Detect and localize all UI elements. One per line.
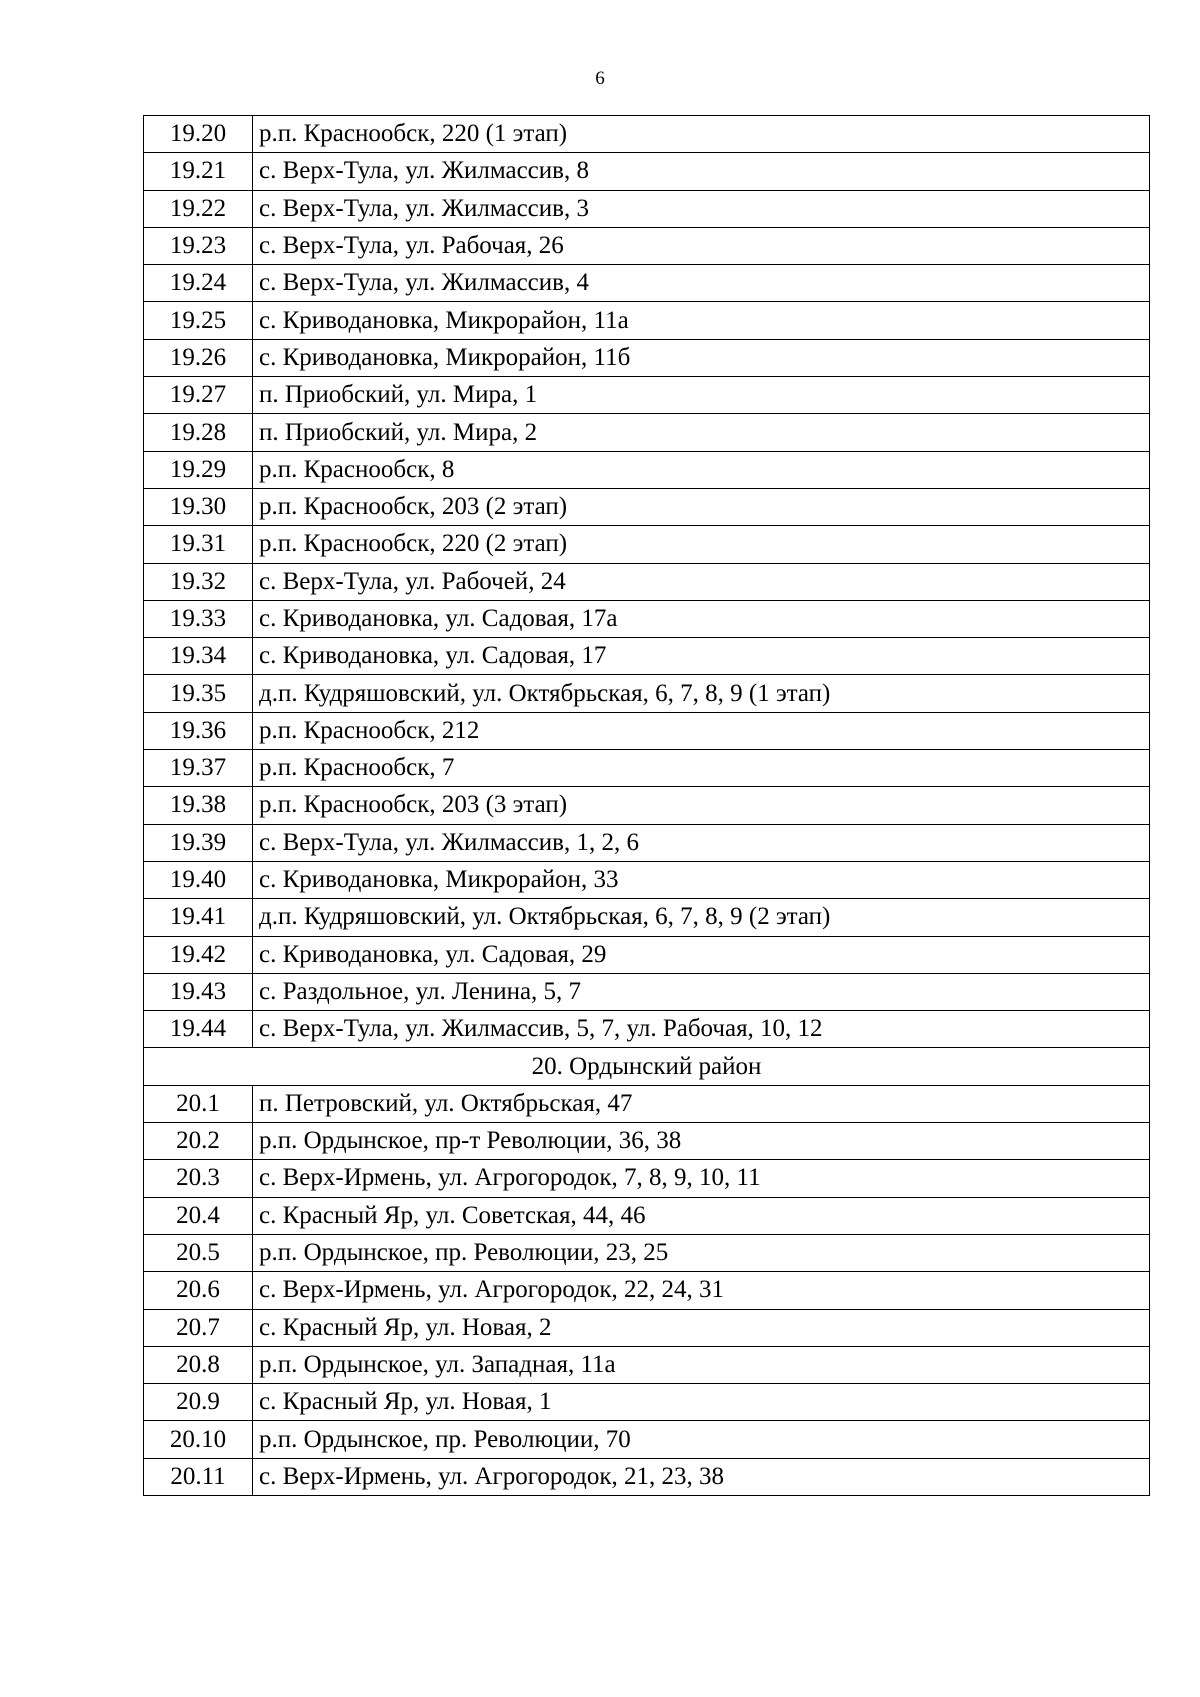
row-number: 20.6 xyxy=(144,1272,253,1309)
table-row xyxy=(144,973,1150,1010)
row-number: 19.39 xyxy=(144,824,253,861)
row-number: 20.9 xyxy=(144,1384,253,1421)
table-row xyxy=(144,526,1150,563)
row-address: р.п. Краснообск, 8 xyxy=(253,451,1150,488)
table-row xyxy=(144,451,1150,488)
row-address: с. Красный Яр, ул. Новая, 2 xyxy=(253,1309,1150,1346)
row-address: с. Верх-Тула, ул. Жилмассив, 4 xyxy=(253,265,1150,302)
row-address: р.п. Краснообск, 212 xyxy=(253,712,1150,749)
row-number: 19.26 xyxy=(144,339,253,376)
row-address: п. Приобский, ул. Мира, 2 xyxy=(253,414,1150,451)
row-address: с. Верх-Тула, ул. Жилмассив, 5, 7, ул. Рабочая, 10, 12 xyxy=(253,1011,1150,1048)
table-row xyxy=(144,861,1150,898)
row-number: 19.37 xyxy=(144,750,253,787)
row-address: р.п. Краснообск, 220 (1 этап) xyxy=(253,116,1150,153)
table-row xyxy=(144,1160,1150,1197)
row-number: 19.29 xyxy=(144,451,253,488)
row-address: с. Верх-Тула, ул. Жилмассив, 3 xyxy=(253,190,1150,227)
row-address: р.п. Ордынское, пр. Революции, 70 xyxy=(253,1421,1150,1458)
row-number: 19.21 xyxy=(144,153,253,190)
row-address: с. Криводановка, Микрорайон, 11б xyxy=(253,339,1150,376)
table-row xyxy=(144,339,1150,376)
row-number: 19.20 xyxy=(144,116,253,153)
row-number: 19.41 xyxy=(144,899,253,936)
table-row xyxy=(144,1011,1150,1048)
section-title: 20. Ордынский район xyxy=(144,1048,1150,1085)
table-row xyxy=(144,936,1150,973)
row-address: с. Верх-Тула, ул. Рабочая, 26 xyxy=(253,227,1150,264)
row-number: 20.7 xyxy=(144,1309,253,1346)
row-number: 20.4 xyxy=(144,1197,253,1234)
row-address: с. Красный Яр, ул. Советская, 44, 46 xyxy=(253,1197,1150,1234)
row-number: 19.28 xyxy=(144,414,253,451)
row-number: 19.42 xyxy=(144,936,253,973)
row-number: 20.2 xyxy=(144,1123,253,1160)
row-number: 19.32 xyxy=(144,563,253,600)
row-number: 19.38 xyxy=(144,787,253,824)
table-row xyxy=(144,750,1150,787)
row-number: 20.3 xyxy=(144,1160,253,1197)
table-row xyxy=(144,899,1150,936)
table-row xyxy=(144,600,1150,637)
table-row xyxy=(144,1197,1150,1234)
row-address: с. Криводановка, Микрорайон, 33 xyxy=(253,861,1150,898)
table-row xyxy=(144,116,1150,153)
row-address: с. Криводановка, ул. Садовая, 17а xyxy=(253,600,1150,637)
row-address: р.п. Краснообск, 220 (2 этап) xyxy=(253,526,1150,563)
table-row xyxy=(144,563,1150,600)
table-row xyxy=(144,1309,1150,1346)
row-address: с. Верх-Ирмень, ул. Агрогородок, 7, 8, 9, 10, 11 xyxy=(253,1160,1150,1197)
row-number: 19.34 xyxy=(144,638,253,675)
row-number: 19.36 xyxy=(144,712,253,749)
row-number: 19.43 xyxy=(144,973,253,1010)
row-address: с. Криводановка, ул. Садовая, 29 xyxy=(253,936,1150,973)
table-row xyxy=(144,153,1150,190)
table-row xyxy=(144,1458,1150,1495)
row-number: 19.31 xyxy=(144,526,253,563)
row-number: 19.22 xyxy=(144,190,253,227)
row-address: р.п. Краснообск, 203 (3 этап) xyxy=(253,787,1150,824)
table-row xyxy=(144,227,1150,264)
table-row xyxy=(144,1346,1150,1383)
table-row xyxy=(144,638,1150,675)
row-address: с. Верх-Ирмень, ул. Агрогородок, 22, 24, 31 xyxy=(253,1272,1150,1309)
section-header-row xyxy=(144,1048,1150,1085)
row-number: 20.1 xyxy=(144,1085,253,1122)
row-address: д.п. Кудряшовский, ул. Октябрьская, 6, 7, 8, 9 (1 этап) xyxy=(253,675,1150,712)
row-address: с. Красный Яр, ул. Новая, 1 xyxy=(253,1384,1150,1421)
table-row xyxy=(144,675,1150,712)
row-address: д.п. Кудряшовский, ул. Октябрьская, 6, 7, 8, 9 (2 этап) xyxy=(253,899,1150,936)
table-row xyxy=(144,190,1150,227)
row-address: р.п. Ордынское, ул. Западная, 11а xyxy=(253,1346,1150,1383)
table-row xyxy=(144,1085,1150,1122)
page-number: 6 xyxy=(595,68,605,89)
row-address: с. Верх-Тула, ул. Жилмассив, 8 xyxy=(253,153,1150,190)
address-table-body xyxy=(144,116,1150,1496)
row-number: 19.25 xyxy=(144,302,253,339)
row-number: 20.11 xyxy=(144,1458,253,1495)
row-number: 19.24 xyxy=(144,265,253,302)
row-number: 19.35 xyxy=(144,675,253,712)
table-row xyxy=(144,1123,1150,1160)
table-row xyxy=(144,488,1150,525)
table-row xyxy=(144,377,1150,414)
row-address: с. Верх-Тула, ул. Рабочей, 24 xyxy=(253,563,1150,600)
row-number: 20.10 xyxy=(144,1421,253,1458)
row-number: 19.30 xyxy=(144,488,253,525)
table-row xyxy=(144,1384,1150,1421)
table-row xyxy=(144,1272,1150,1309)
row-number: 19.40 xyxy=(144,861,253,898)
row-address: п. Приобский, ул. Мира, 1 xyxy=(253,377,1150,414)
table-row xyxy=(144,1421,1150,1458)
table-row xyxy=(144,824,1150,861)
table-row xyxy=(144,712,1150,749)
row-number: 19.44 xyxy=(144,1011,253,1048)
row-address: п. Петровский, ул. Октябрьская, 47 xyxy=(253,1085,1150,1122)
table-row xyxy=(144,787,1150,824)
row-address: р.п. Ордынское, пр. Революции, 23, 25 xyxy=(253,1234,1150,1271)
row-number: 19.27 xyxy=(144,377,253,414)
row-address: с. Криводановка, Микрорайон, 11а xyxy=(253,302,1150,339)
row-number: 20.8 xyxy=(144,1346,253,1383)
row-address: р.п. Ордынское, пр-т Революции, 36, 38 xyxy=(253,1123,1150,1160)
row-address: с. Раздольное, ул. Ленина, 5, 7 xyxy=(253,973,1150,1010)
address-table xyxy=(143,115,1150,1496)
row-address: р.п. Краснообск, 7 xyxy=(253,750,1150,787)
table-row xyxy=(144,265,1150,302)
row-address: с. Верх-Ирмень, ул. Агрогородок, 21, 23, 38 xyxy=(253,1458,1150,1495)
table-row xyxy=(144,1234,1150,1271)
row-address: с. Верх-Тула, ул. Жилмассив, 1, 2, 6 xyxy=(253,824,1150,861)
row-number: 19.23 xyxy=(144,227,253,264)
table-row xyxy=(144,414,1150,451)
table-row xyxy=(144,302,1150,339)
row-address: р.п. Краснообск, 203 (2 этап) xyxy=(253,488,1150,525)
row-number: 19.33 xyxy=(144,600,253,637)
row-address: с. Криводановка, ул. Садовая, 17 xyxy=(253,638,1150,675)
row-number: 20.5 xyxy=(144,1234,253,1271)
